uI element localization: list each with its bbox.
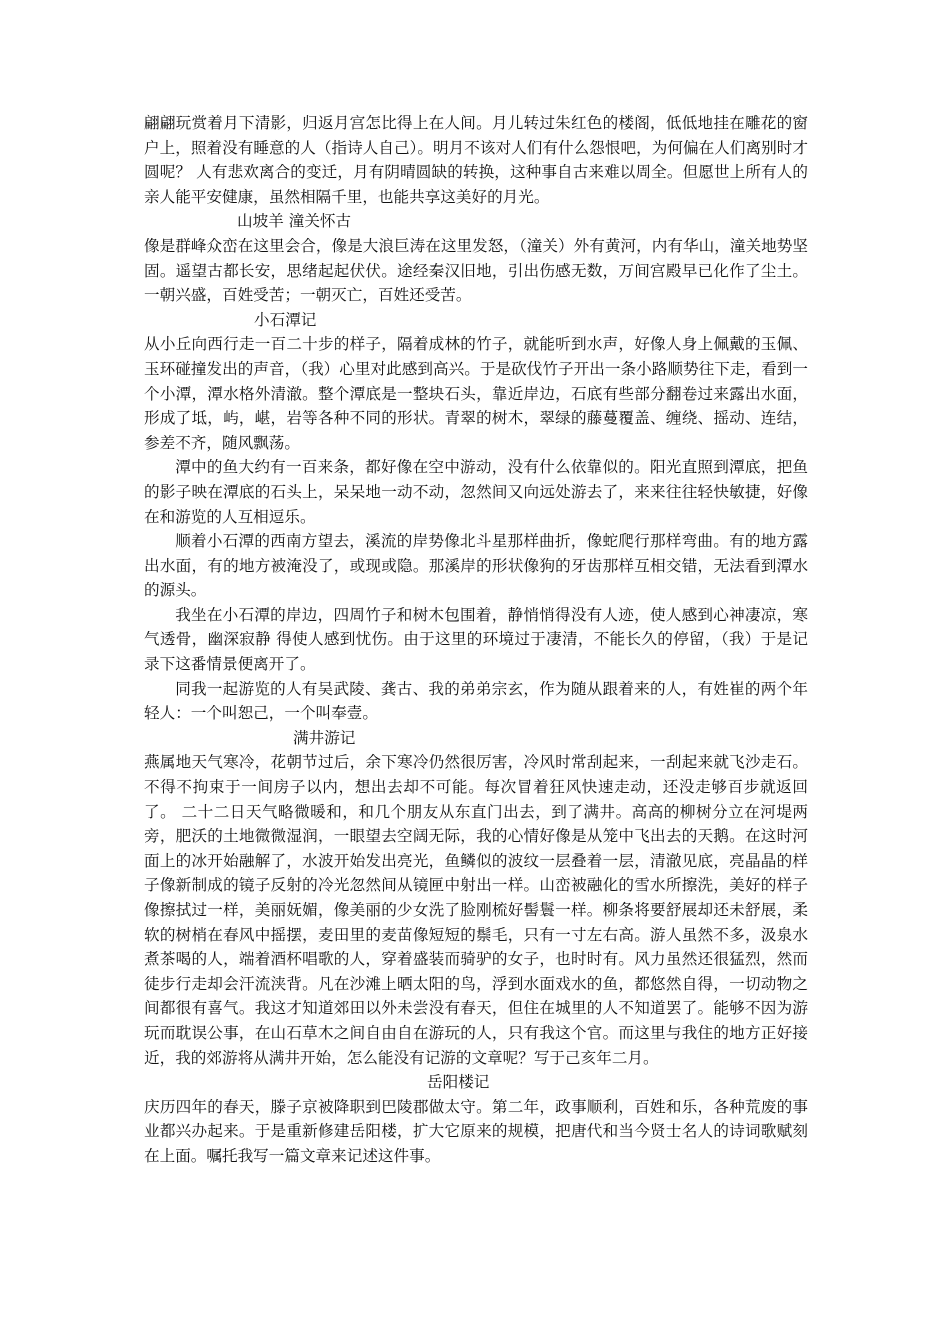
section-title-shanpoyang: 山坡羊 潼关怀古	[237, 212, 352, 231]
section-title-xiaoshitanji: 小石潭记	[254, 310, 317, 329]
paragraph-shuidiaogetou-translation-end: 翩翩玩赏着月下清影，归返月宫怎比得上在人间。月儿转过朱红色的楼阁，低低地挂在雕花的窗户上，照着没有睡意的人（指诗人自己）。明月不该对人们有什么怨恨吧，为何偏在人们离别时才圆呢？ 人有悲欢离合的变迁，月有阴晴圆缺的转换，这种事自古来难以周全。但愿世上所有人的亲人能平安健康，虽然相隔千里，也能共享这美好的月光。	[144, 114, 808, 206]
paragraph-xiaoshitan-4: 我坐在小石潭的岸边，四周竹子和树木包围着，静悄悄得没有人迹，使人感到心神凄凉，寒气透骨，幽深寂静 得使人感到忧伤。由于这里的环境过于凄清，不能长久的停留，（我）于是记录下这番情景便离开了。	[144, 605, 808, 674]
paragraph-xiaoshitan-3: 顺着小石潭的西南方望去，溪流的岸势像北斗星那样曲折，像蛇爬行那样弯曲。有的地方露出水面，有的地方被淹没了，或现或隐。那溪岸的形状像狗的牙齿那样互相交错，无法看到潭水的源头。	[144, 532, 808, 600]
paragraph-yueyanglou: 庆历四年的春天，滕子京被降职到巴陵郡做太守。第二年，政事顺利，百姓和乐，各种荒废的事业都兴办起来。于是重新修建岳阳楼，扩大它原来的规模，把唐代和当今贤士名人的诗词歌赋刻在上面。嘱托我写一篇文章来记述这件事。	[144, 1097, 808, 1165]
section-title-yueyanglouji: 岳阳楼记	[427, 1073, 490, 1092]
section-title-manjingyouji: 满井游记	[293, 728, 356, 747]
paragraph-xiaoshitan-5: 同我一起游览的人有吴武陵、龚古、我的弟弟宗玄，作为随从跟着来的人，有姓崔的两个年轻人：一个叫恕己，一个叫奉壹。	[144, 679, 808, 723]
paragraph-xiaoshitan-1: 从小丘向西行走一百二十步的样子，隔着成林的竹子，就能听到水声，好像人身上佩戴的玉佩、玉环碰撞发出的声音，（我）心里对此感到高兴。于是砍伐竹子开出一条小路顺势往下走，看到一个小潭，潭水格外清澈。整个潭底是一整块石头，靠近岸边，石底有些部分翻卷过来露出水面，形成了坻，屿，嵁，岩等各种不同的形状。青翠的树木，翠绿的藤蔓覆盖、缠绕、摇动、连结，参差不齐，随风飘荡。	[144, 335, 808, 452]
paragraph-xiaoshitan-2: 潭中的鱼大约有一百来条，都好像在空中游动，没有什么依靠似的。阳光直照到潭底，把鱼的影子映在潭底的石头上，呆呆地一动不动，忽然间又向远处游去了，来来往往轻快敏捷，好像在和游览的人互相逗乐。	[144, 458, 808, 526]
paragraph-tongguan-translation: 像是群峰众峦在这里会合，像是大浪巨涛在这里发怒，（潼关）外有黄河，内有华山，潼关地势坚固。遥望古都长安，思绪起起伏伏。途经秦汉旧地，引出伤感无数，万间宫殿早已化作了尘土。 一朝兴盛，百姓受苦；一朝灭亡，百姓还受苦。	[144, 236, 808, 305]
paragraph-manjing: 燕属地天气寒冷，花朝节过后，余下寒冷仍然很厉害，冷风时常刮起来，一刮起来就飞沙走石。不得不拘束于一间房子以内，想出去却不可能。每次冒着狂风快速走动，还没走够百步就返回了。 二十二日天气略微暖和，和几个朋友从东直门出去，到了满井。高高的柳树分立在河堤两旁，肥沃的土地微微湿润，一眼望去空阔无际，我的心情好像是从笼中飞出去的天鹅。在这时河面上的冰开始融解了，水波开始发出亮光，鱼鳞似的波纹一层叠着一层，清澈见底，亮晶晶的样子像新制成的镜子反射的冷光忽然间从镜匣中射出一样。山峦被融化的雪水所擦洗，美好的样子像擦拭过一样，美丽妩媚，像美丽的少女洗了脸刚梳好髻鬟一样。柳条将要舒展却还未舒展，柔软的树梢在春风中摇摆，麦田里的麦苗像短短的鬃毛，只有一寸左右高。游人虽然不多，汲泉水煮茶喝的人，端着酒杯唱歌的人，穿着盛装而骑驴的女子，也时时有。风力虽然还很猛烈，然而徒步行走却会汗流浃背。凡在沙滩上晒太阳的鸟，浮到水面戏水的鱼，都悠然自得，一切动物之间都很有喜气。我这才知道郊田以外未尝没有春天，但住在城里的人不知道罢了。能够不因为游玩而耽误公事，在山石草木之间自由自在游玩的人，只有我这个官。而这里与我住的地方正好接近，我的郊游将从满井开始，怎么能没有记游的文章呢？写于己亥年二月。	[144, 753, 808, 1067]
document-page	[144, 111, 808, 1169]
